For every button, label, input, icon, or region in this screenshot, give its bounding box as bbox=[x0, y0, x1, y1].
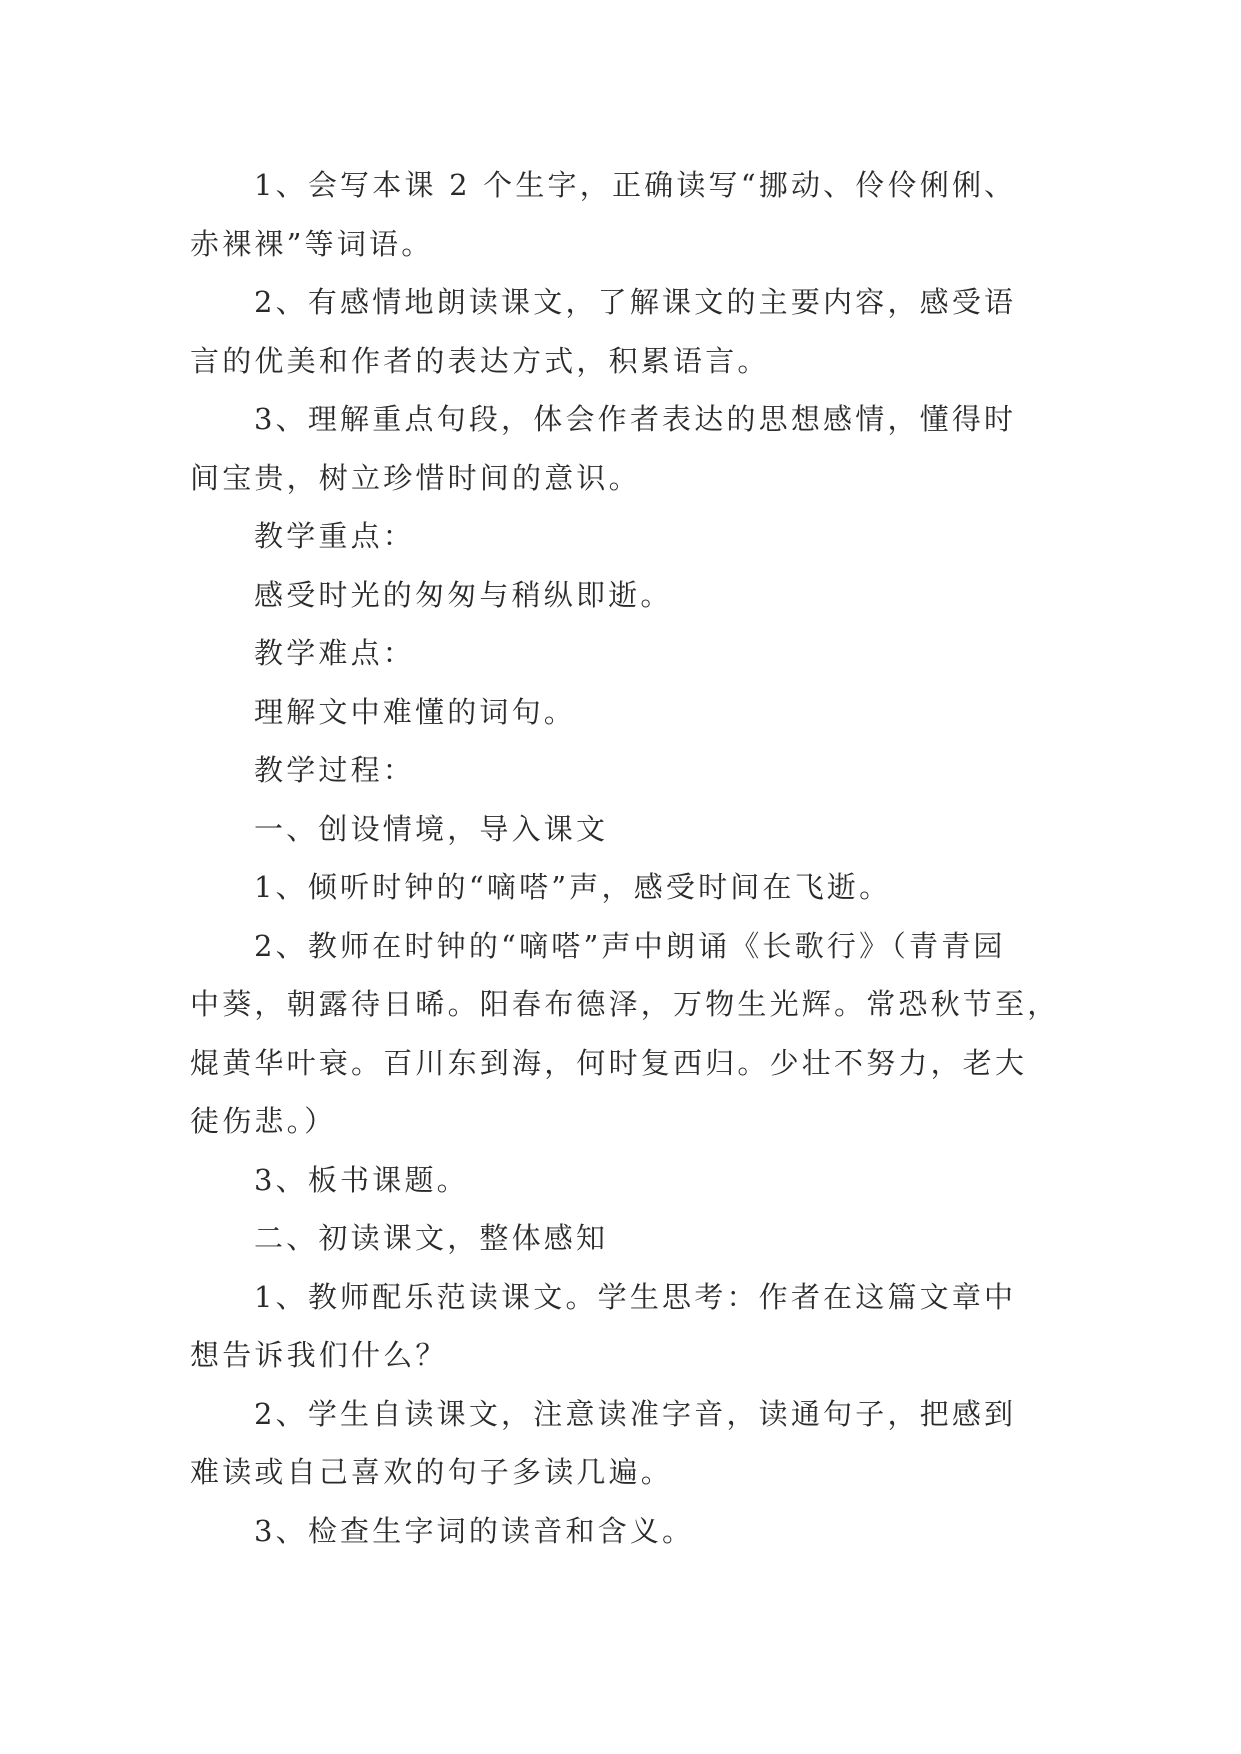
text-line: 教学过程： bbox=[254, 753, 416, 787]
text-line: 感受时光的匆匆与稍纵即逝。 bbox=[254, 577, 673, 612]
text-line: 3、理解重点句段，体会作者表达的思想感情，懂得时 bbox=[254, 402, 1017, 436]
text-line: 难读或自己喜欢的句子多读几遍。 bbox=[190, 1455, 674, 1489]
text-line: 1、倾听时钟的“嘀嗒”声，感受时间在飞逝。 bbox=[254, 870, 892, 904]
text-line: 2、学生自读课文，注意读准字音，读通句子，把感到 bbox=[254, 1396, 1017, 1431]
text-line: 1、教师配乐范读课文。学生思考：作者在这篇文章中 bbox=[254, 1279, 1017, 1314]
text-line: 赤裸裸”等词语。 bbox=[190, 226, 434, 261]
text-line: 中葵，朝露待日晞。阳春布德泽，万物生光辉。常恐秋节至， bbox=[190, 987, 1060, 1021]
text-line: 二、初读课文，整体感知 bbox=[254, 1221, 609, 1255]
text-line: 徒伤悲。） bbox=[190, 1104, 337, 1138]
text-line: 3、板书课题。 bbox=[254, 1162, 469, 1197]
text-line: 言的优美和作者的表达方式，积累语言。 bbox=[190, 343, 770, 378]
text-line: 1、会写本课 2 个生字，正确读写“挪动、伶伶俐俐、 bbox=[254, 168, 1017, 202]
text-line: 间宝贵，树立珍惜时间的意识。 bbox=[190, 460, 641, 495]
text-line: 焜黄华叶衰。百川东到海，何时复西归。少壮不努力，老大 bbox=[190, 1045, 1028, 1080]
text-line: 3、检查生字词的读音和含义。 bbox=[254, 1513, 695, 1548]
text-line: 想告诉我们什么？ bbox=[190, 1338, 448, 1372]
text-line: 一、创设情境，导入课文 bbox=[254, 811, 609, 846]
text-line: 2、教师在时钟的“嘀嗒”声中朗诵《长歌行》（青青园 bbox=[254, 928, 1006, 963]
text-line: 教学重点： bbox=[254, 519, 416, 553]
text-line: 教学难点： bbox=[254, 636, 416, 670]
text-line: 2、有感情地朗读课文，了解课文的主要内容，感受语 bbox=[254, 285, 1017, 319]
document-body bbox=[190, 156, 1060, 1560]
text-line: 理解文中难懂的词句。 bbox=[254, 694, 577, 729]
